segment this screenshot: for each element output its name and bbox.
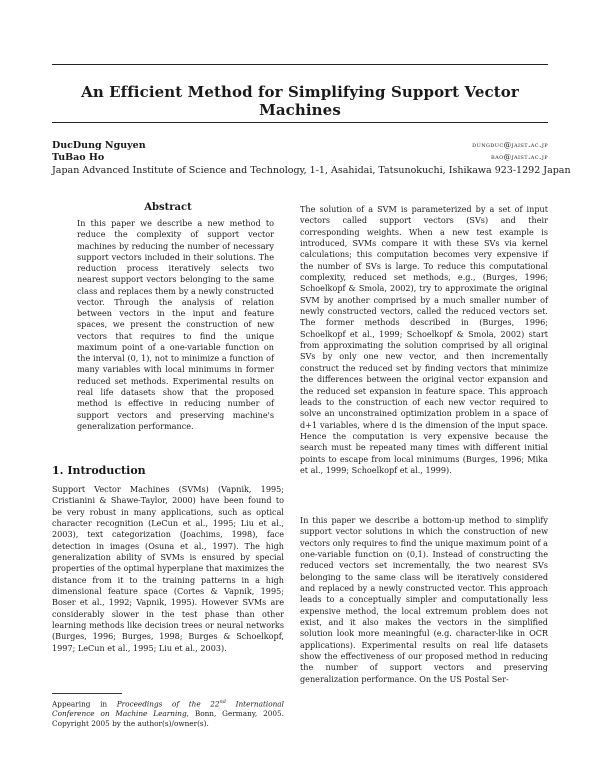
paper-title: An Efficient Method for Simplifying Support Vector Machines <box>81 83 519 119</box>
body-paragraph: In this paper we describe a bottom-up method to simplify support vector solutions in which the construction of new vectors only requires to find the unique maximum point of a one-variable function on (0,1). Instead of constructing the reduced vectors set incrementally, the two nearest SVs belonging to the same class will be iteratively considered and replaced by a newly constructed vector. This approach leads to a conceptually simpler and computationally less expensive method, the local extremum problem does not exist, and it also makes the vectors in the simplified solution look more meaningful (e.g. character-like in OCR applications). Experimental results on real life datasets show the effectiveness of our proposed method in reducing the number of support vectors and preserving generalization performance. On the US Postal Ser- <box>300 515 548 684</box>
author-affiliation: Japan Advanced Institute of Science and Technology, 1-1, Asahidai, Tatsunokuchi, Ishikawa 923-1292 Japan <box>52 165 571 176</box>
footnote-venue-rest: International Conference on Machine Learning <box>52 699 284 719</box>
footnote-rule <box>52 693 122 694</box>
body-paragraph: The solution of a SVM is parameterized by a set of input vectors called support vectors (SVs) and their corresponding weights. When a new test example is introduced, SVMs compare it with these SVs via kernel calculations; this computation becomes very expensive if the number of SVs is large. To reduce this computational complexity, reduced set methods, e.g., (Burges, 1996; Schoelkopf & Smola, 2002), try to approximate the original SVM by another comprised by a much smaller number of newly constructed vectors, called the reduced vectors set. The former methods described in (Burges, 1996; Schoelkopf et al., 1999; Schoelkopf & Smola, 2002) start from approximating the solution comprised by all original SVs by only one new vector, and then incrementally construct the reduced set by finding vectors that minimize the differences between the original vector expansion and the reduced set expansion in feature space. This approach leads to the construction of each new vector required to solve an unconstrained optimization problem in a space of d+1 variables, where d is the dimension of the input space. Hence the computation is very expensive because the search must be repeated many times with different initial points to escape from local minimums (Burges, 1996; Mika et al., 1999; Schoelkopf et al., 1999). <box>300 204 548 475</box>
introduction-paragraph: Support Vector Machines (SVMs) (Vapnik, 1995; Cristianini & Shawe-Taylor, 2000) have been found to be very robust in many applications, such as optical character recognition (LeCun et al., 1995; Liu et al., 2003), text categorization (Joachims, 1998), face detection in images (Osuna et al., 1997). The high generalization ability of SVMs is ensured by special properties of the optimal hyperplane that maximizes the distance from it to the training patterns in a high dimensional feature space (Cortes & Vapnik, 1995; Boser et al., 1992; Vapnik, 1995). However SVMs are considerably slower in the test phase than other learning methods like decision trees or neural networks (Burges, 1996; Burges, 1998; Burges & Schoelkopf, 1997; LeCun et al., 1995; Liu et al., 2003). <box>52 484 284 653</box>
footnote-prefix: Appearing in <box>52 699 117 709</box>
abstract-heading: Abstract <box>144 202 192 213</box>
author-name: TuBao Ho <box>52 152 105 163</box>
footnote-suffix: , Bonn, Germany, 2005. Copyright 2005 by the author(s)/owner(s). <box>52 709 284 729</box>
title-bottom-rule <box>52 122 548 123</box>
footnote-venue: Proceedings of the 22 <box>116 699 220 709</box>
footnote <box>52 698 284 729</box>
footnote-superscript: nd <box>219 699 226 705</box>
author-email: bao@jaist.ac.jp <box>491 152 548 161</box>
title-top-rule <box>52 64 548 65</box>
author-name: DucDung Nguyen <box>52 140 146 151</box>
abstract-text: In this paper we describe a new method to reduce the complexity of support vector machines by reducing the number of necessary support vectors included in their solutions. The reduction process iteratively selects two nearest support vectors belonging to the same class and replaces them by a newly constructed vector. Through the analysis of relation between vectors in the input and feature spaces, we present the construction of new vectors that requires to find the unique maximum point of a one-variable function on the interval (0, 1), not to minimize a function of many variables with local minimums in former reduced set methods. Experimental results on real life datasets show that the proposed method is effective in reducing number of support vectors and preserving machine's generalization performance. <box>77 218 274 431</box>
author-email: dungduc@jaist.ac.jp <box>472 140 548 149</box>
section-heading-introduction: 1. Introduction <box>52 464 146 477</box>
